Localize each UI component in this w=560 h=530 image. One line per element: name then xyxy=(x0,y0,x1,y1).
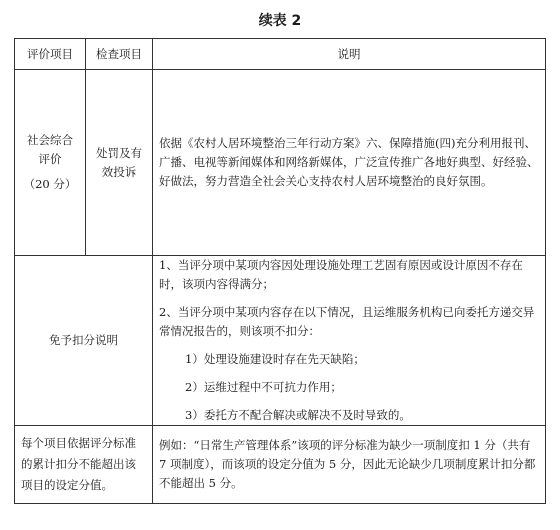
evaluation-table xyxy=(14,38,546,504)
cell-score-limit-example: 例如：“日常生产管理体系”该项的评分标准为缺少一项制度扣 1 分（共有 7 项制度），而该项的设定分值为 5 分，因此无论缺少几项制度累计扣分都不能超出 5 分。 xyxy=(153,426,546,504)
exemption-subpoint-1: 1）处理设施建设时存在先天缺陷； xyxy=(185,352,365,366)
item-line1: 社会综合 xyxy=(27,133,73,147)
item-line2: 评价 xyxy=(38,152,62,166)
table-header-row xyxy=(15,39,546,70)
table-caption: 续表 2 xyxy=(258,13,302,29)
cell-evaluation-item xyxy=(15,70,86,256)
header-description: 说明 xyxy=(153,39,546,70)
check-line1: 处罚及有 xyxy=(96,145,142,160)
description-text: 依据《农村人居环境整治三年行动方案》六、保障措施(四)充分利用报刊、广播、电视等新闻媒体和网络新媒体，广泛宣传推广各地好典型、好经验、好做法，努力营造全社会关心支持农村人居环境整治的良好氛围。 xyxy=(159,136,539,188)
table-row-social-evaluation xyxy=(15,70,546,256)
item-score: （20 分） xyxy=(23,177,77,191)
exemption-point-2: 2、当评分项中某项内容存在以下情况，且运维服务机构已向委托方递交异常情况报告的，则该项不扣分： xyxy=(159,305,535,338)
cell-description xyxy=(153,70,546,256)
exemption-subpoint-2: 2）运维过程中不可抗力作用； xyxy=(185,380,342,394)
cell-check-item xyxy=(86,70,153,256)
exemption-point-1: 1、当评分项中某项内容因处理设施处理工艺固有原因或设计原因不存在时，该项内容得满分； xyxy=(159,258,523,291)
check-line2: 效投诉 xyxy=(101,164,137,179)
cell-score-limit-label: 每个项目依据评分标准的累计扣分不能超出该项目的设定分值。 xyxy=(15,426,153,504)
header-evaluation-item: 评价项目 xyxy=(15,39,86,70)
cell-exemption-label: 免予扣分说明 xyxy=(15,256,153,426)
table-row-exemption xyxy=(15,256,546,426)
header-check-item: 检查项目 xyxy=(86,39,153,70)
cell-exemption-description xyxy=(153,256,546,426)
exemption-subpoint-3: 3）委托方不配合解决或解决不及时导致的。 xyxy=(185,408,411,422)
table-row-score-limit xyxy=(15,426,546,504)
